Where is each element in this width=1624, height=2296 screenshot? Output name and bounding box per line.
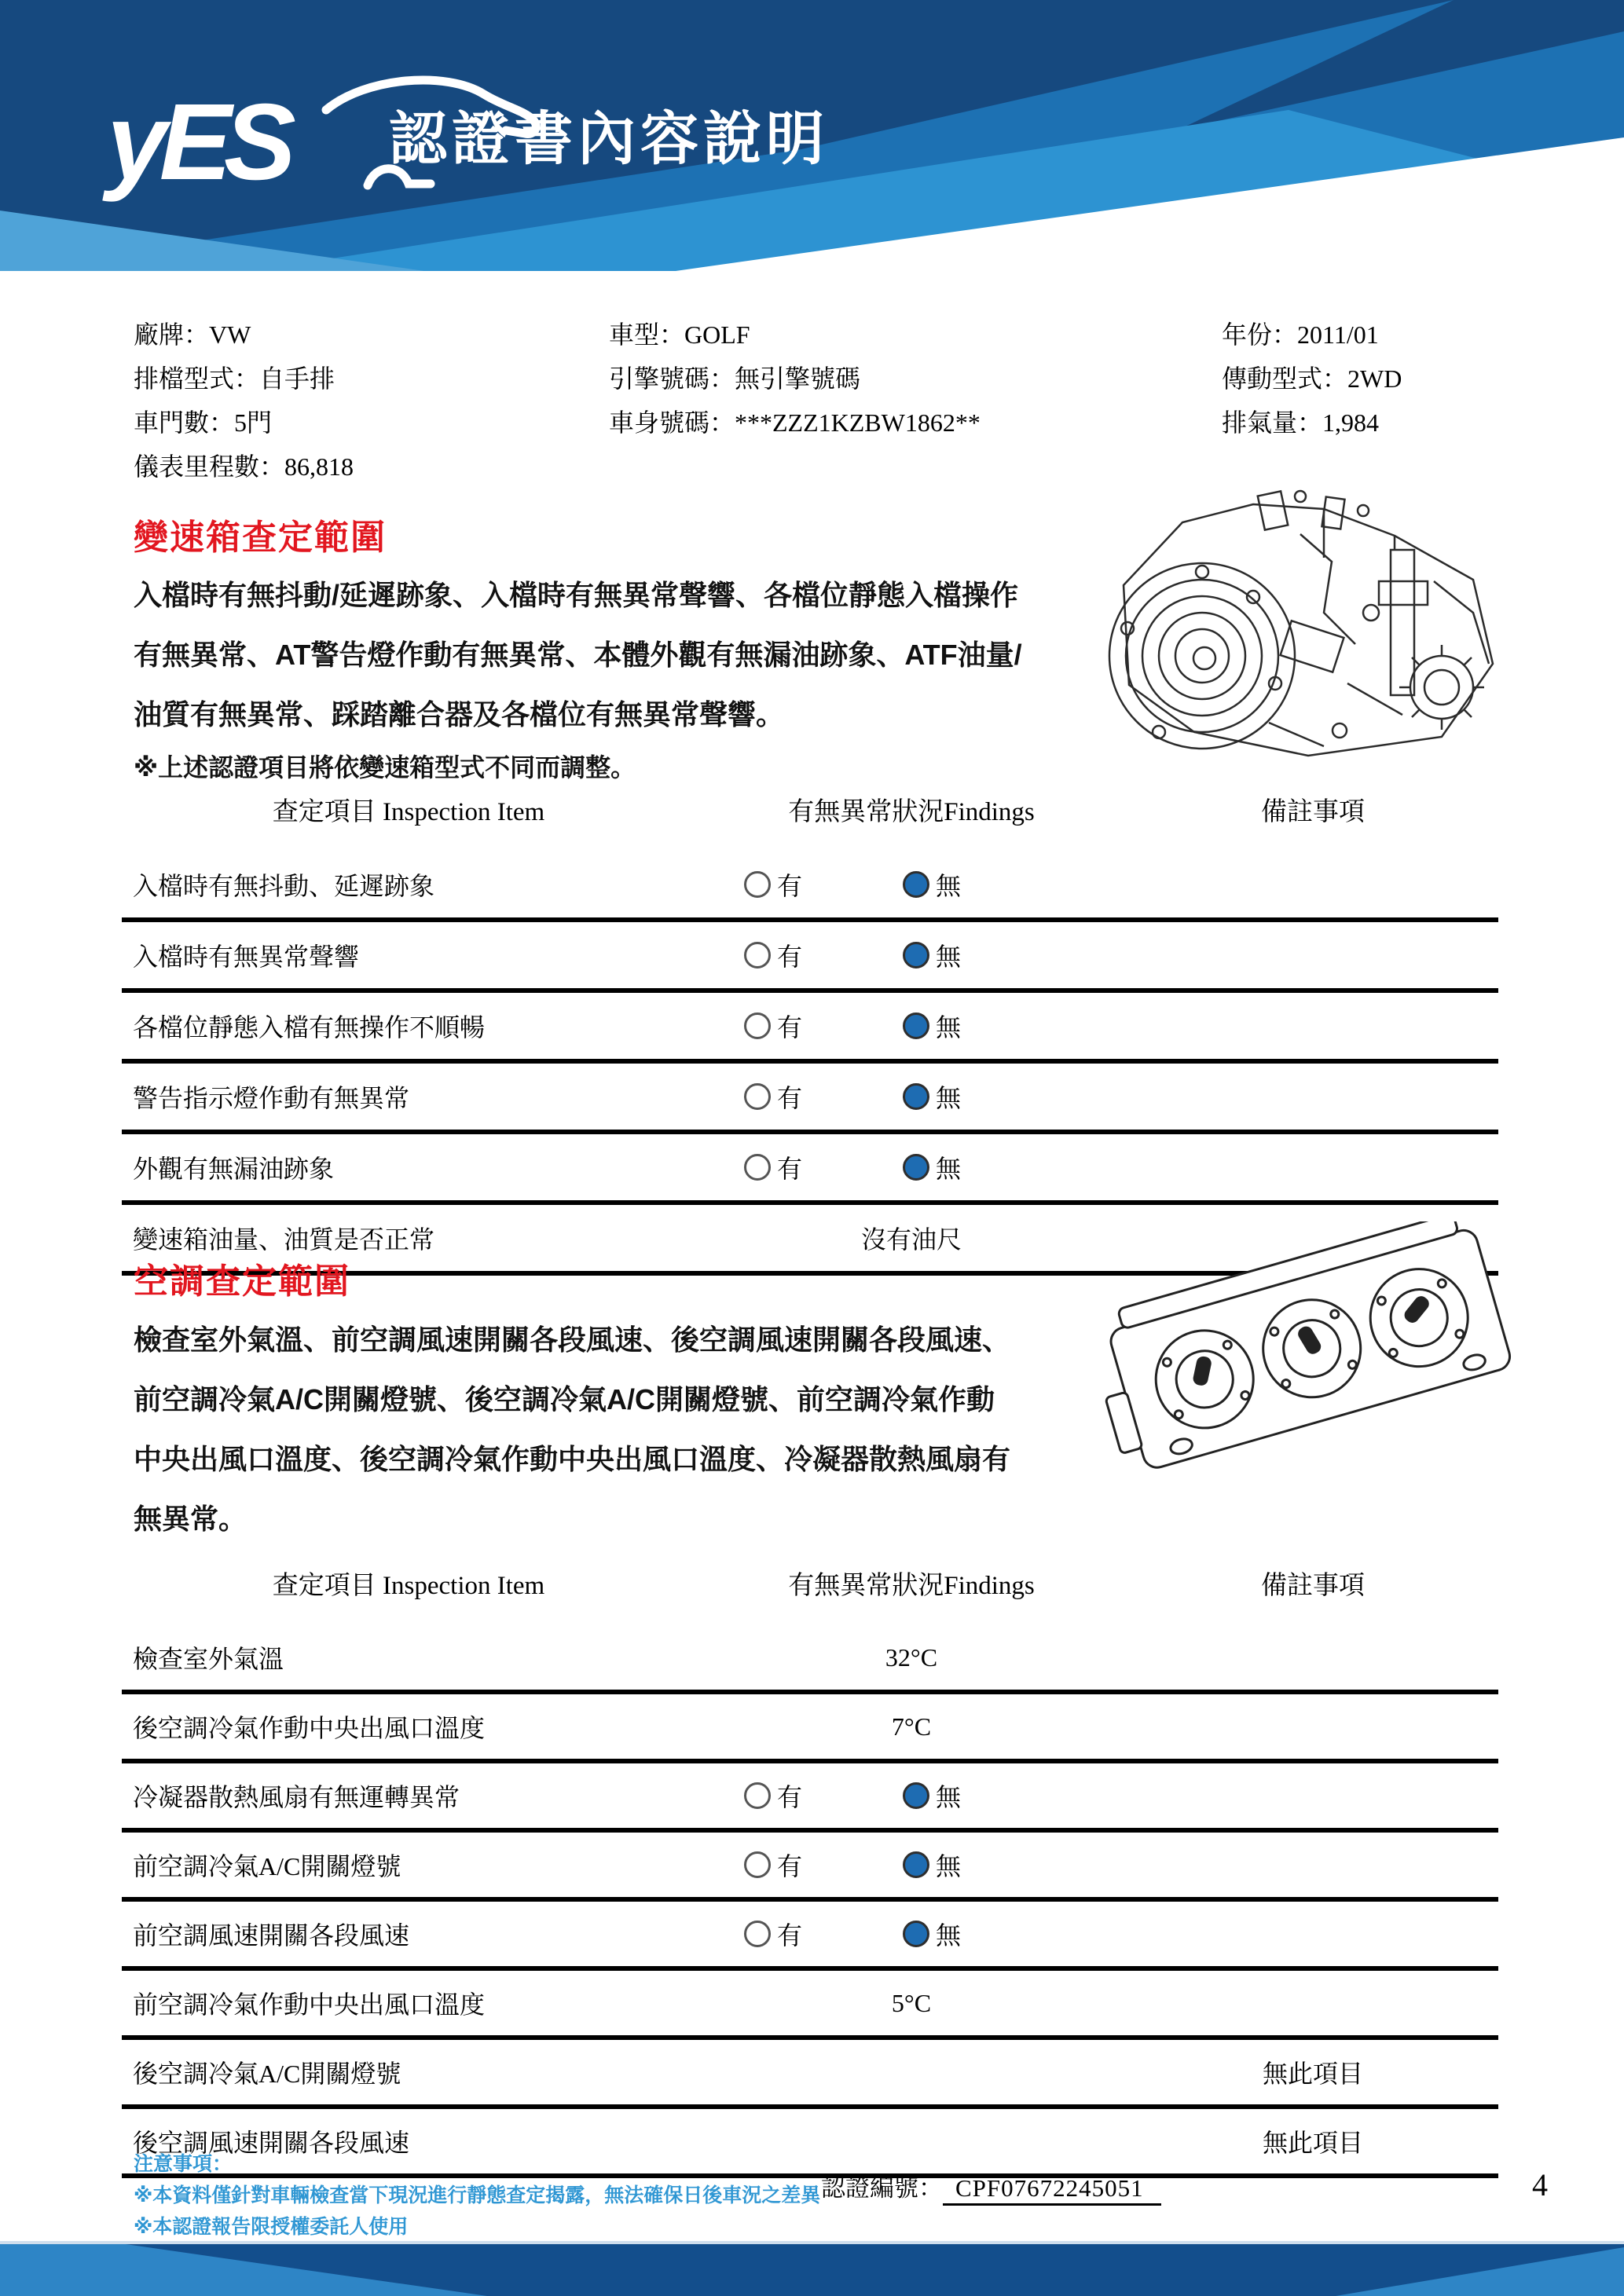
findings-cell: [695, 866, 1127, 903]
cert-label: 認證編號：: [821, 2174, 943, 2202]
section-note-transmission: ※上述認證項目將依變速箱型式不同而調整。: [134, 753, 636, 782]
radio-label: 無: [936, 1084, 962, 1112]
section-title-transmission: 變速箱查定範圍: [134, 518, 387, 557]
table-row: [122, 922, 1498, 993]
footer-note-line: ※本認證報告限授權委託人使用: [134, 2216, 409, 2238]
page-number: 4: [1532, 2167, 1548, 2203]
radio-label: 無: [936, 1155, 962, 1183]
table-column-header: 有無異常狀況Findings: [788, 1571, 1035, 1600]
radio-label: 無: [936, 1921, 962, 1950]
footer-band: [0, 2241, 1624, 2296]
vehicle-info-row: 傳動型式：2WD: [1222, 364, 1402, 393]
radio-checked-icon: [903, 942, 929, 969]
description-line: 中央出風口溫度、後空調冷氣作動中央出風口溫度、冷凝器散熱風扇有: [134, 1443, 1011, 1475]
radio-option-no: [903, 1008, 961, 1044]
radio-unchecked-icon: [744, 1921, 771, 1947]
vehicle-info-column: [609, 313, 981, 445]
radio-option-yes: [744, 1008, 802, 1044]
vehicle-info-row: 廠牌：VW: [134, 320, 251, 349]
radio-label: 有: [777, 1921, 803, 1950]
transmission-illustration: [1065, 487, 1516, 770]
table-header-row: [122, 1559, 1498, 1606]
radio-label: 有: [777, 872, 803, 900]
inspection-item-label: 後空調冷氣A/C開關燈號: [133, 2060, 401, 2088]
finding-value: 5°C: [891, 1988, 932, 2017]
table-column-header: 查定項目 Inspection Item: [272, 797, 545, 826]
section-desc-transmission: [134, 566, 1131, 745]
table-row: [122, 993, 1498, 1064]
table-row: [122, 1971, 1498, 2040]
table-column-header: 查定項目 Inspection Item: [272, 1571, 545, 1600]
findings-cell: [695, 1916, 1127, 1952]
findings-cell: [695, 1778, 1127, 1814]
table-row: [122, 1763, 1498, 1833]
findings-cell: [695, 1220, 1127, 1256]
ac-panel-illustration: [1092, 1221, 1532, 1492]
vehicle-info-row: 車身號碼：***ZZZ1KZBW1862**: [609, 408, 981, 437]
remark-cell: 無此項目: [1262, 2129, 1363, 2157]
radio-label: 無: [936, 1013, 962, 1042]
table-column-header: 備註事項: [1261, 1571, 1365, 1600]
finding-value: 沒有油尺: [860, 1225, 962, 1254]
radio-option-yes: [744, 1847, 802, 1883]
radio-option-no: [903, 866, 961, 903]
radio-checked-icon: [903, 1013, 929, 1039]
vehicle-info-row: 儀表里程數：86,818: [134, 452, 354, 481]
findings-cell: [695, 937, 1127, 973]
description-line: 入檔時有無抖動/延遲跡象、入檔時有無異常聲響、各檔位靜態入檔操作: [134, 579, 1019, 611]
radio-option-no: [903, 1778, 961, 1814]
radio-checked-icon: [903, 1921, 929, 1947]
radio-unchecked-icon: [744, 871, 771, 898]
inspection-item-label: 檢查室外氣溫: [133, 1645, 284, 1673]
vehicle-info-row: 排氣量：1,984: [1222, 408, 1380, 437]
vehicle-info-row: 車門數：5門: [134, 408, 273, 437]
vehicle-info-column: [1222, 313, 1402, 445]
footer-note-line: ※本資料僅針對車輛檢查當下現況進行靜態查定揭露，無法確保日後車況之差異: [134, 2184, 821, 2206]
radio-label: 無: [936, 872, 962, 900]
findings-cell: [695, 1078, 1127, 1115]
inspection-item-label: 前空調冷氣A/C開關燈號: [133, 1852, 401, 1880]
inspection-item-label: 後空調風速開關各段風速: [133, 2129, 410, 2157]
radio-checked-icon: [903, 1782, 929, 1809]
findings-cell: [695, 1712, 1127, 1741]
radio-label: 無: [936, 1783, 962, 1811]
yes-logo-text: yES: [107, 82, 288, 203]
inspection-item-label: 入檔時有無異常聲響: [133, 943, 360, 971]
table-row: [122, 1625, 1498, 1694]
radio-option-no: [903, 1916, 961, 1952]
description-line: 有無異常、AT警告燈作動有無異常、本體外觀有無漏油跡象、ATF油量/: [134, 639, 1022, 671]
description-line: 油質有無異常、踩踏離合器及各檔位有無異常聲響。: [134, 698, 785, 731]
radio-unchecked-icon: [744, 1083, 771, 1110]
notes-lines: [134, 2180, 820, 2243]
radio-unchecked-icon: [744, 942, 771, 969]
radio-option-yes: [744, 1916, 802, 1952]
vehicle-info-row: 年份：2011/01: [1222, 320, 1379, 349]
cert-number: CPF07672245051: [943, 2174, 1161, 2206]
finding-value: 7°C: [891, 1712, 932, 1741]
radio-option-yes: [744, 1149, 802, 1185]
certification-number-line: [821, 2168, 1161, 2203]
table-column-header: 有無異常狀況Findings: [788, 797, 1035, 826]
table-row: [122, 2040, 1498, 2109]
inspection-item-label: 外觀有無漏油跡象: [133, 1155, 335, 1183]
radio-checked-icon: [903, 871, 929, 898]
radio-option-yes: [744, 937, 802, 973]
radio-option-yes: [744, 866, 802, 903]
table-row: [122, 1694, 1498, 1763]
radio-unchecked-icon: [744, 1851, 771, 1878]
table-row: [122, 1134, 1498, 1205]
radio-label: 有: [777, 1084, 803, 1112]
inspection-item-label: 變速箱油量、油質是否正常: [133, 1225, 435, 1254]
radio-option-no: [903, 937, 961, 973]
inspection-item-label: 後空調冷氣作動中央出風口溫度: [133, 1714, 486, 1742]
inspection-item-label: 冷凝器散熱風扇有無運轉異常: [133, 1783, 460, 1811]
radio-unchecked-icon: [744, 1013, 771, 1039]
vehicle-info-row: 排檔型式：自手排: [134, 364, 335, 393]
page-title: 認證書內容說明: [389, 106, 829, 171]
transmission-table: [122, 785, 1498, 1276]
radio-label: 有: [777, 1852, 803, 1880]
table-row: [122, 1902, 1498, 1971]
inspection-item-label: 前空調冷氣作動中央出風口溫度: [133, 1990, 486, 2019]
vehicle-info-row: 車型：GOLF: [609, 320, 750, 349]
description-line: 前空調冷氣A/C開關燈號、後空調冷氣A/C開關燈號、前空調冷氣作動: [134, 1383, 995, 1415]
radio-label: 無: [936, 943, 962, 971]
findings-cell: [695, 1149, 1127, 1185]
section-desc-ac: [134, 1310, 1163, 1549]
radio-option-no: [903, 1149, 961, 1185]
radio-checked-icon: [903, 1154, 929, 1181]
findings-cell: [695, 1643, 1127, 1672]
findings-cell: [695, 1008, 1127, 1044]
radio-unchecked-icon: [744, 1154, 771, 1181]
findings-cell: [695, 1989, 1127, 2018]
inspection-item-label: 警告指示燈作動有無異常: [133, 1084, 410, 1112]
footer-band-graphic: [0, 2241, 1624, 2296]
radio-label: 有: [777, 1155, 803, 1183]
radio-option-yes: [744, 1778, 802, 1814]
radio-label: 無: [936, 1852, 962, 1880]
table-row: [122, 1833, 1498, 1902]
radio-option-no: [903, 1078, 961, 1115]
radio-label: 有: [777, 1013, 803, 1042]
table-row: [122, 851, 1498, 922]
findings-cell: [695, 1847, 1127, 1883]
inspection-item-label: 各檔位靜態入檔有無操作不順暢: [133, 1013, 486, 1042]
radio-option-yes: [744, 1078, 802, 1115]
section-title-ac: 空調查定範圍: [134, 1262, 350, 1301]
page-header: [0, 0, 1624, 271]
radio-checked-icon: [903, 1083, 929, 1110]
radio-label: 有: [777, 943, 803, 971]
description-line: 無異常。: [134, 1503, 247, 1535]
ac-table: [122, 1559, 1498, 2178]
inspection-item-label: 入檔時有無抖動、延遲跡象: [133, 872, 435, 900]
radio-checked-icon: [903, 1851, 929, 1878]
inspection-item-label: 前空調風速開關各段風速: [133, 1921, 410, 1950]
remark-cell: 無此項目: [1262, 2060, 1363, 2088]
radio-label: 有: [777, 1783, 803, 1811]
finding-value: 32°C: [885, 1642, 938, 1672]
radio-option-no: [903, 1847, 961, 1883]
table-row: [122, 1064, 1498, 1134]
table-header-row: [122, 785, 1498, 833]
vehicle-info-column: [134, 313, 354, 489]
vehicle-info-row: 引擎號碼：無引擎號碼: [609, 364, 861, 393]
description-line: 檢查室外氣溫、前空調風速開關各段風速、後空調風速開關各段風速、: [134, 1324, 1011, 1356]
table-column-header: 備註事項: [1261, 797, 1365, 826]
notes-title: 注意事項：: [134, 2153, 233, 2175]
radio-unchecked-icon: [744, 1782, 771, 1809]
footer-notes: [134, 2148, 820, 2243]
